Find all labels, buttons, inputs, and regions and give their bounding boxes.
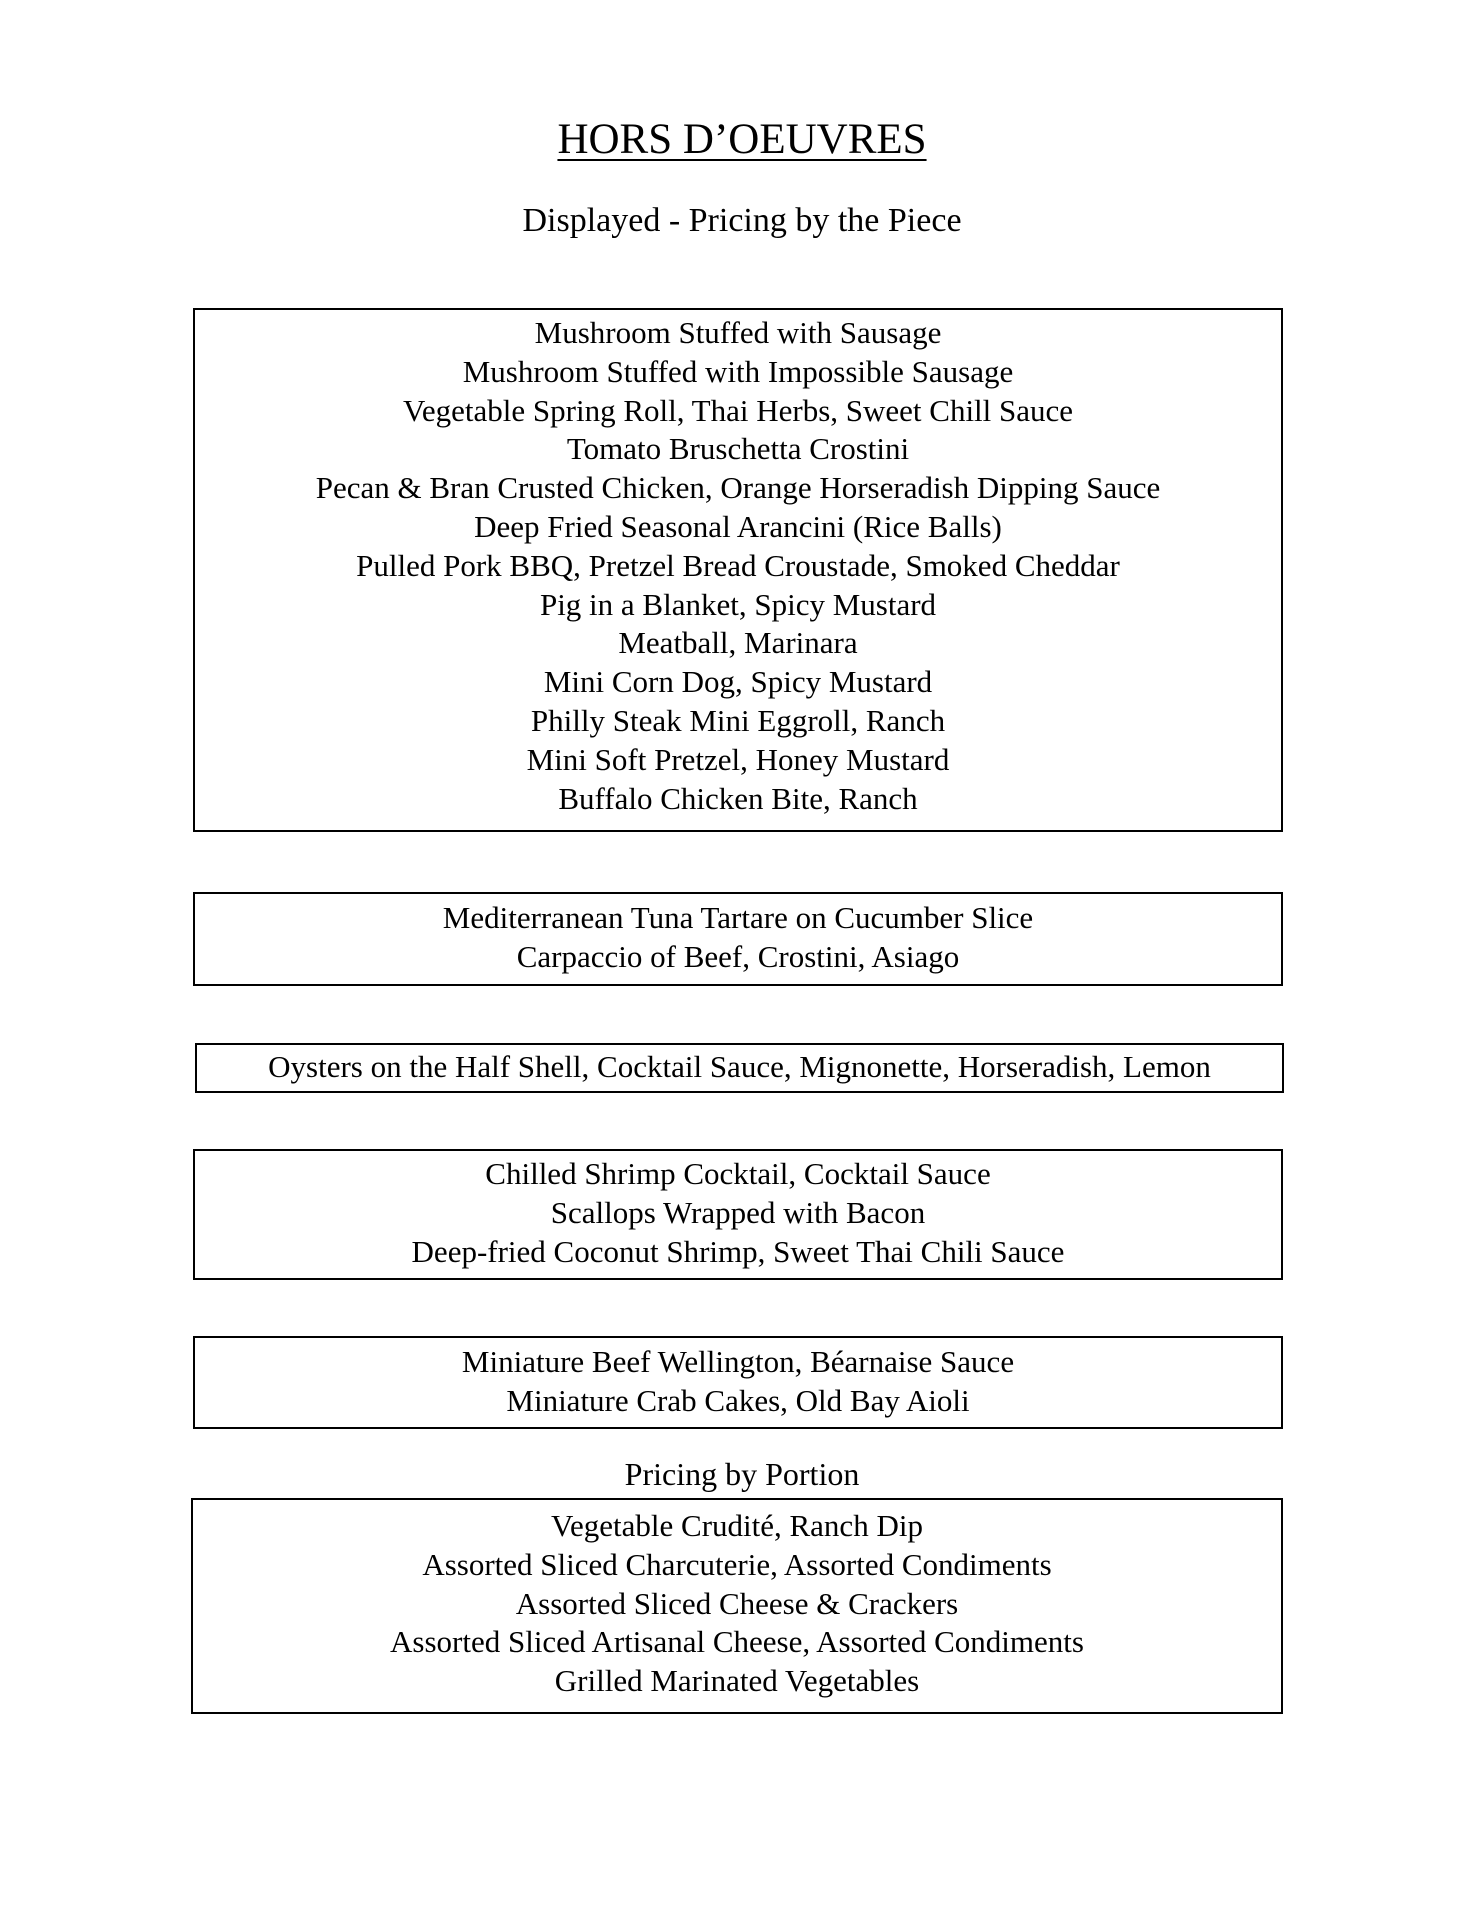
menu-item: Pig in a Blanket, Spicy Mustard xyxy=(539,586,937,622)
page-title xyxy=(0,118,1484,161)
menu-item: Pulled Pork BBQ, Pretzel Bread Croustade, Smoked Cheddar xyxy=(356,547,1120,583)
menu-box-portions xyxy=(191,1498,1283,1714)
menu-item: Tomato Bruschetta Crostini xyxy=(566,431,910,467)
subtitle-pricing-by-portion: Pricing by Portion xyxy=(624,1456,860,1492)
menu-item: Mini Corn Dog, Spicy Mustard xyxy=(543,664,933,700)
menu-item: Vegetable Crudité, Ranch Dip xyxy=(551,1508,923,1543)
menu-box-seafood xyxy=(193,1149,1283,1280)
menu-item: Mediterranean Tuna Tartare on Cucumber Slice xyxy=(442,900,1034,935)
menu-box-tartare-carpaccio xyxy=(193,892,1283,986)
menu-item: Chilled Shrimp Cocktail, Cocktail Sauce xyxy=(485,1156,991,1191)
menu-item: Assorted Sliced Artisanal Cheese, Assorted Condiments xyxy=(390,1624,1084,1660)
menu-item: Pecan & Bran Crusted Chicken, Orange Horseradish Dipping Sauce xyxy=(315,470,1161,506)
menu-box-hot-appetizers xyxy=(193,308,1283,832)
menu-item: Assorted Sliced Cheese & Crackers xyxy=(515,1585,959,1621)
menu-item: Grilled Marinated Vegetables xyxy=(554,1663,920,1699)
menu-item: Meatball, Marinara xyxy=(618,625,858,661)
subtitle-pricing-by-piece: Displayed - Pricing by the Piece xyxy=(522,202,962,239)
menu-item: Mini Soft Pretzel, Honey Mustard xyxy=(526,741,950,777)
menu-item: Carpaccio of Beef, Crostini, Asiago xyxy=(516,938,960,974)
menu-item: Mushroom Stuffed with Sausage xyxy=(534,315,942,350)
menu-item: Assorted Sliced Charcuterie, Assorted Condiments xyxy=(422,1546,1052,1582)
menu-item: Buffalo Chicken Bite, Ranch xyxy=(558,780,918,816)
page-title-text: HORS D’OEUVRES xyxy=(557,116,927,163)
menu-item: Philly Steak Mini Eggroll, Ranch xyxy=(530,702,946,738)
menu-item: Deep-fried Coconut Shrimp, Sweet Thai Chili Sauce xyxy=(411,1233,1065,1269)
menu-item: Deep Fried Seasonal Arancini (Rice Balls) xyxy=(474,508,1002,544)
menu-item: Mushroom Stuffed with Impossible Sausage xyxy=(462,353,1014,389)
menu-item: Vegetable Spring Roll, Thai Herbs, Sweet Chill Sauce xyxy=(402,392,1074,428)
menu-item: Scallops Wrapped with Bacon xyxy=(550,1194,926,1230)
menu-item: Miniature Beef Wellington, Béarnaise Sauce xyxy=(461,1344,1015,1379)
menu-box-miniatures xyxy=(193,1336,1283,1429)
menu-box-oysters xyxy=(195,1043,1284,1093)
menu-item: Oysters on the Half Shell, Cocktail Sauce, Mignonette, Horseradish, Lemon xyxy=(268,1049,1211,1084)
menu-item: Miniature Crab Cakes, Old Bay Aioli xyxy=(506,1382,970,1418)
